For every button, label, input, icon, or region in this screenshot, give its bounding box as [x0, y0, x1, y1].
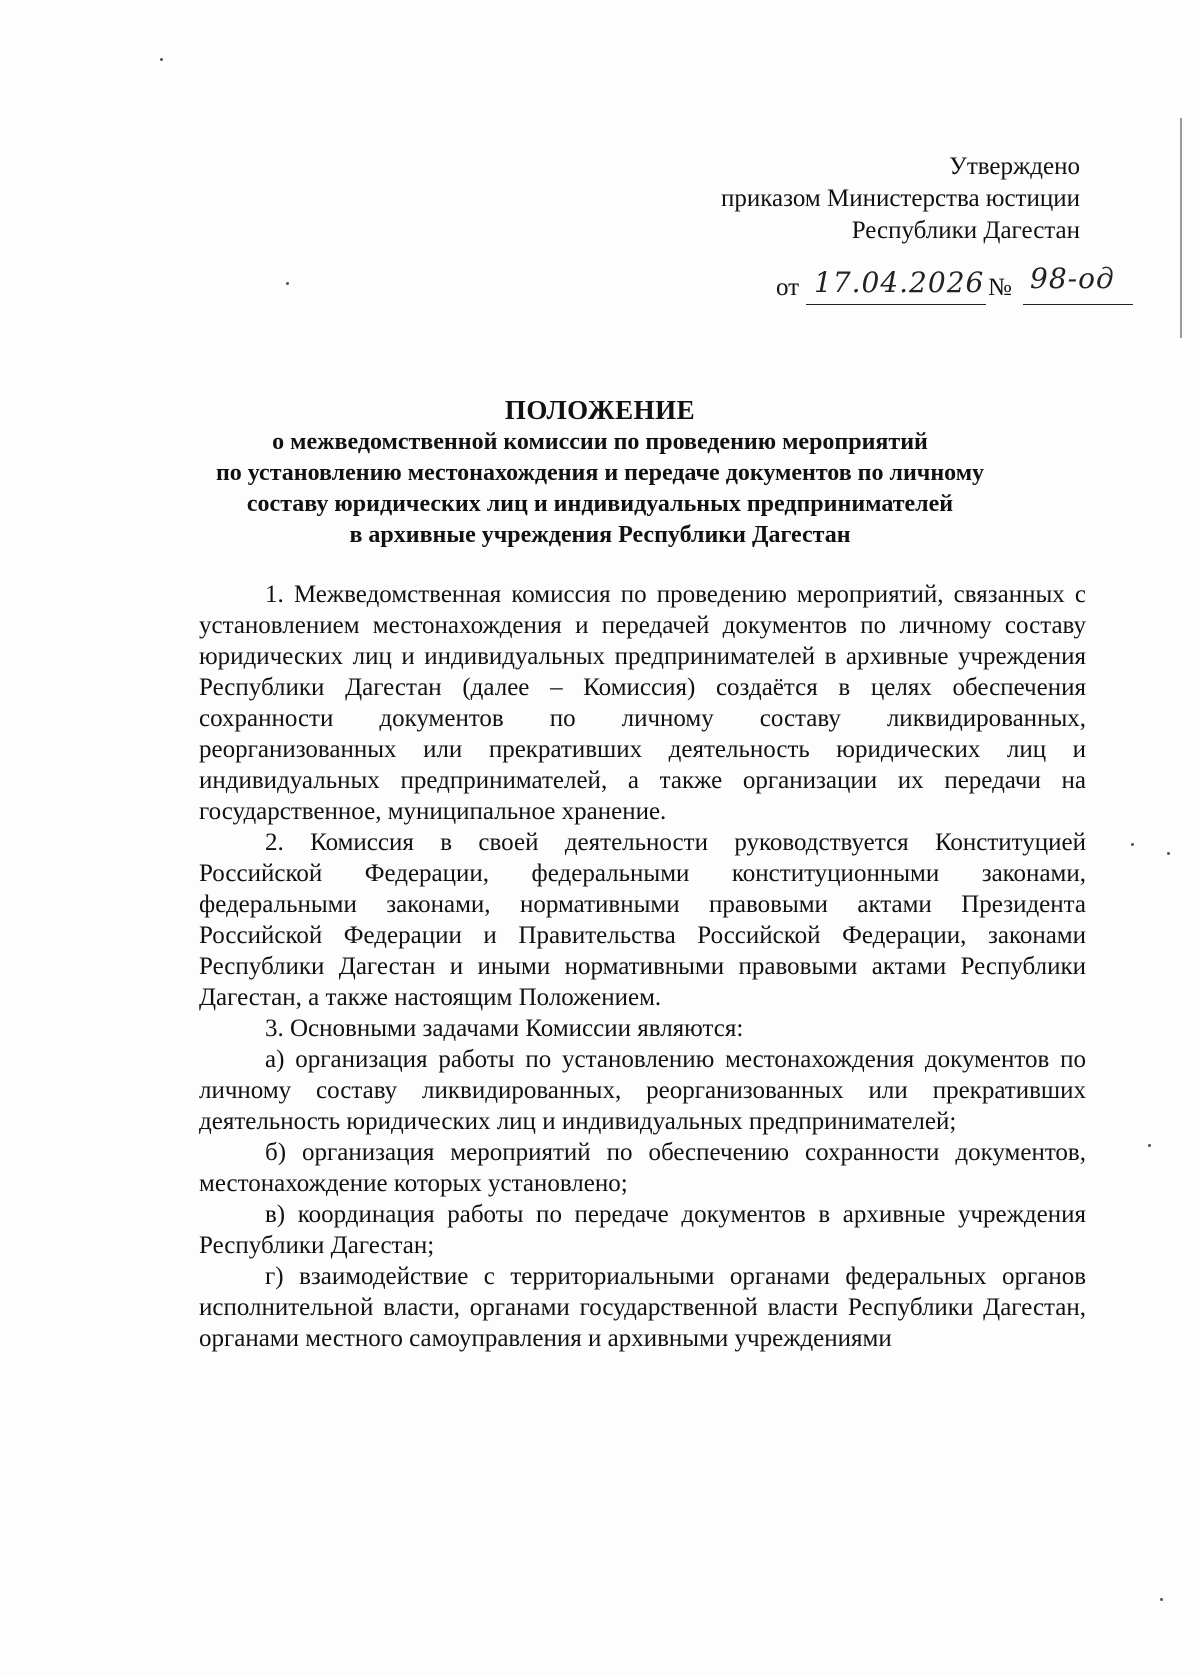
title-main: ПОЛОЖЕНИЕ	[504, 395, 696, 425]
scan-speck	[1148, 1144, 1151, 1147]
paragraph-3: 3. Основными задачами Комиссии являются:	[265, 1015, 744, 1042]
handwritten-date: 17.04.2026	[814, 266, 985, 299]
paragraph-3a: а) организация работы по установлению местонахождения документов по личному составу ликвидированных, реорганизованных или прекративших деятельность юридических лиц и индивидуальных предпринимателей;	[199, 1046, 1086, 1135]
number-underline	[1023, 304, 1133, 305]
title-line-1: о межведомственной комиссии по проведению мероприятий	[272, 429, 928, 455]
scan-speck	[1160, 1598, 1163, 1601]
order-date-number	[776, 262, 1156, 312]
paragraph-3d: г) взаимодействие с территориальными органами федеральных органов исполнительной власти, органами государственной власти Республики Дагестан, органами местного самоуправления и архивными учреждениями	[199, 1263, 1086, 1352]
approval-line-2: приказом Министерства юстиции	[721, 185, 1080, 212]
scan-speck	[160, 58, 163, 61]
order-number-label: №	[988, 274, 1012, 301]
title-line-4: в архивные учреждения Республики Дагестан	[349, 522, 851, 548]
date-underline	[806, 304, 986, 305]
order-from-label: от	[776, 274, 800, 301]
paragraph-1: 1. Межведомственная комиссия по проведению мероприятий, связанных с установлением местонахождения и передачей документов по личному составу юридических лиц и индивидуальных предпринимателей в архивные учреждения Республики Дагестан (далее – Комиссия) создаётся в целях обеспечения сохранности документов по личному составу ликвидированных, реорганизованных или прекративших деятельность юридических лиц и индивидуальных предпринимателей, а также организации их передачи на государственное, муниципальное хранение.	[199, 581, 1086, 825]
title-line-3: составу юридических лиц и индивидуальных предпринимателей	[246, 491, 954, 517]
approval-line-1: Утверждено	[949, 153, 1080, 180]
paragraph-3c: в) координация работы по передаче документов в архивные учреждения Республики Дагестан;	[199, 1201, 1086, 1259]
paragraph-2: 2. Комиссия в своей деятельности руководствуется Конституцией Российской Федерации, федеральными конституционными законами, федеральными законами, нормативными правовыми актами Президента Российской Федерации и Правительства Российской Федерации, законами Республики Дагестан и иными нормативными правовыми актами Республики Дагестан, а также настоящим Положением.	[199, 829, 1086, 1011]
document-title	[120, 393, 1080, 551]
approval-line-3: Республики Дагестан	[851, 217, 1080, 244]
scan-speck	[1131, 843, 1134, 846]
scan-speck	[1167, 852, 1170, 855]
paragraph-3b: б) организация мероприятий по обеспечению сохранности документов, местонахождение которых установлено;	[199, 1139, 1086, 1197]
scan-edge-line	[1180, 118, 1182, 338]
scan-speck	[286, 282, 289, 285]
title-line-2: по установлению местонахождения и передаче документов по личному	[215, 460, 985, 486]
handwritten-number: 98-од	[1030, 262, 1115, 295]
approval-block	[721, 151, 1080, 247]
document-body	[199, 579, 1086, 1354]
